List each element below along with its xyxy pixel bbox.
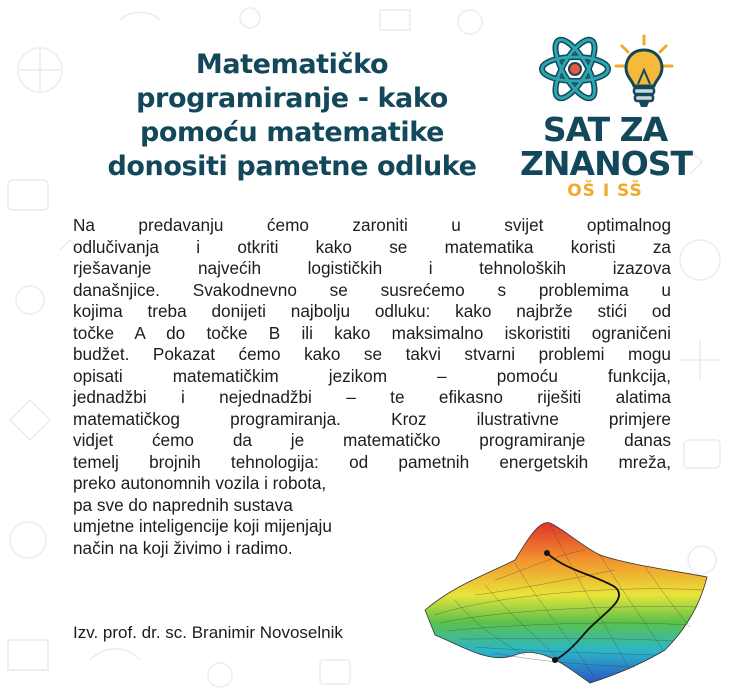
author-name: Izv. prof. dr. sc. Branimir Novoselnik [73,623,343,642]
lecture-description [73,215,671,559]
logo-line-3: OŠ I SŠ [567,181,643,201]
lightbulb-icon [614,34,674,110]
title-line-1: Matematičko [195,49,389,80]
body-line: pa sve do naprednih sustava [73,494,293,515]
body-line: umjetne inteligencije koji mijenjaju [73,516,332,536]
sat-za-znanost-logo [520,30,693,210]
body-line: vidjet ćemo da je matematičko programiranje danas [73,430,671,450]
atom-icon [538,30,612,108]
body-line: odlučivanja i otkriti kako se matematika koristi za [73,236,671,257]
body-line: budžet. Pokazat ćemo kako se takvi stvarni problemi mogu [73,344,671,364]
body-line: današnjice. Svakodnevno se susrećemo s problemima u [73,279,671,300]
body-line: rješavanje najvećih logističkih i tehnoloških izazova [73,258,671,278]
body-line: kojima treba donijeti najbolju odluku: kako najbrže stići od [73,301,671,321]
title-line-2: programiranje - kako [136,83,448,114]
body-line: opisati matematičkim jezikom – pomoću funkcija, [73,365,671,386]
body-line: način na koji živimo i radimo. [73,537,293,558]
optimization-surface-illustration [415,515,715,690]
body-line: matematičkog programiranja. Kroz ilustrativne primjere [73,408,671,429]
body-line: temelj brojnih tehnologija: od pametnih energetskih mreža, [73,451,671,472]
logo-line-1: SAT ZA [542,110,668,149]
body-line: točke A do točke B ili kako maksimalno iskoristiti ograničeni [73,322,671,343]
title-line-3: pomoću matematike [139,117,445,148]
page-title [72,48,512,184]
title-line-4: donositi pametne odluke [107,151,477,182]
body-line: preko autonomnih vozila i robota, [73,473,327,493]
body-line: Na predavanju ćemo zaroniti u svijet optimalnog [73,215,671,235]
logo-line-2: ZNANOST [520,144,693,183]
body-line: jednadžbi i nejednadžbi – te efikasno riješiti alatima [73,387,671,407]
